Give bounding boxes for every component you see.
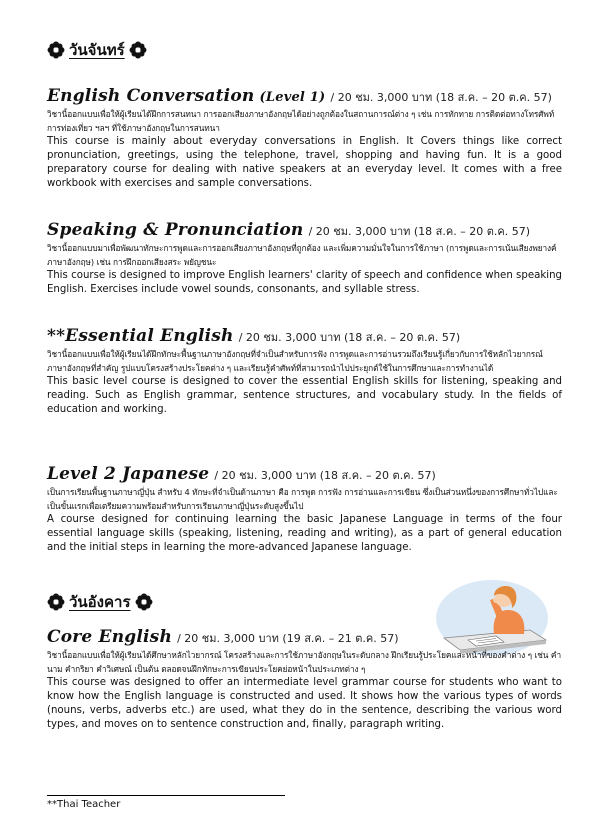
course-info: / 20 ชม. 3,000 บาท (19 ส.ค. – 21 ต.ค. 57) <box>177 632 399 645</box>
course-thai-description: วิชานี้ออกแบบมาเพื่อพัฒนาทักษะการพูดและการออกเสียงภาษาอังกฤษที่ถูกต้อง และเพิ่มความมั่นใจในการใช้ภาษา (การพูดและการเน้นเสียงพยางค์ภาษาอังกฤษ) เช่น การฝึกออกเสียงสระ พยัญชนะ <box>47 243 557 267</box>
course-info: / 20 ชม. 3,000 บาท (18 ส.ค. – 20 ต.ค. 57) <box>330 91 552 104</box>
course-info: / 20 ชม. 3,000 บาท (18 ส.ค. – 20 ต.ค. 57) <box>238 331 461 344</box>
course-title: **Essential English <box>47 326 234 346</box>
course-essential-english <box>47 326 562 417</box>
flower-icon <box>135 593 153 611</box>
course-level: (Level 1) <box>259 90 326 105</box>
flower-icon <box>47 41 65 59</box>
course-title: Core English <box>47 627 173 647</box>
course-thai-description: เป็นการเรียนพื้นฐานภาษาญี่ปุ่น สำหรับ 4 ทักษะที่จำเป็นด้านภาษา คือ การพูด การฟัง การอ่านและการเขียน ซึ่งเป็นส่วนหนึ่งของการศึกษาทั่วไปและเป็นขั้นแรกเพื่อเตรียมความพร้อมสำหรับการเรียนภาษาญี่ปุ่นระดับสูงขึ้นไป <box>47 487 558 511</box>
course-thai-description: วิชานี้ออกแบบเพื่อให้ผู้เรียนได้ศึกษาหลักไวยากรณ์ โครงสร้างและการใช้ภาษาอังกฤษในระดับกลาง ฝึกเรียนรู้ประโยคและหน้าที่ของคำต่าง ๆ เช่น คำนาม คำกริยา คำวิเศษณ์ เป็นต้น ตลอดจนฝึกทักษะการเขียนประโยคย่อหน้าในประเภทต่าง ๆ <box>47 650 562 674</box>
flower-icon <box>47 593 65 611</box>
monday-label: วันจันทร์ <box>69 41 125 59</box>
footnote-divider <box>47 795 285 796</box>
course-thai-description: วิชานี้ออกแบบเพื่อให้ผู้เรียนได้ฝึกทักษะพื้นฐานภาษาอังกฤษที่จำเป็นสำหรับการฟัง การพูดและการอ่านรวมถึงเรียนรู้เกี่ยวกับการใช้หลักไวยากรณ์ภาษาอังกฤษที่สำคัญ รูปแบบโครงสร้างประโยคต่าง ๆ และเรียนรู้คำศัพท์ที่สามารถนำไปประยุกต์ใช้ในการศึกษาและการทำงานได้ <box>47 349 543 373</box>
course-english-description: This course is designed to improve English learners' clarity of speech and confidence when speaking English. Exercises include vowel sounds, consonants, and syllable stress. <box>47 270 562 295</box>
course-info: / 20 ชม. 3,000 บาท (18 ส.ค. – 20 ต.ค. 57) <box>214 469 436 482</box>
course-title-line <box>47 627 562 649</box>
course-title: Level 2 Japanese <box>47 464 210 484</box>
course-title-line <box>47 464 562 486</box>
course-core-english <box>47 627 562 731</box>
course-english-description: A course designed for continuing learning the basic Japanese Language in terms of the four essential language skills (speaking, listening, reading and writing), as a part of general education and the initial steps in learning the more-advanced Japanese language. <box>47 514 562 553</box>
course-english-description: This basic level course is designed to cover the essential English skills for listening, speaking and reading. Such as English grammar, sentence structures, and vocabulary study. In the fields of education and working. <box>47 376 562 415</box>
tuesday-label: วันอังคาร <box>69 593 131 611</box>
course-english-conversation <box>47 86 562 190</box>
course-title: Speaking & Pronunciation <box>47 220 304 240</box>
tuesday-heading <box>47 590 153 614</box>
course-speaking-pronunciation <box>47 220 562 297</box>
course-title-line <box>47 86 562 108</box>
course-english-description: This course was designed to offer an intermediate level grammar course for students who want to know how the English language is constructed and used. It shows how the various types of words (nouns, verbs, adverbs etc.) are used, what they do in the sentence, describing the various word types, and moves on to sentence construction and, finally, paragraph writing. <box>47 677 562 730</box>
flower-icon <box>129 41 147 59</box>
course-title: English Conversation <box>47 86 255 106</box>
course-title-line <box>47 326 562 348</box>
footnote: **Thai Teacher <box>47 799 121 810</box>
course-title-line <box>47 220 562 242</box>
course-level2-japanese <box>47 464 562 555</box>
course-info: / 20 ชม. 3,000 บาท (18 ส.ค. – 20 ต.ค. 57) <box>308 225 530 238</box>
monday-heading <box>47 38 147 62</box>
course-thai-description: วิชานี้ออกแบบเพื่อให้ผู้เรียนได้ฝึกการสนทนา การออกเสียงภาษาอังกฤษได้อย่างถูกต้องในสถานการณ์ต่าง ๆ เช่น การทักทาย การติดต่อทางโทรศัพท์ การท่องเที่ยว ฯลฯ ที่ใช้ภาษาอังกฤษในการสนทนา <box>47 109 555 133</box>
course-english-description: This course is mainly about everyday conversations in English. It Covers things like correct pronunciation, greetings, using the telephone, travel, shopping and having fun. It is a good preparatory course for dealing with native speakers at an everyday level. It comes with a free workbook with exercises and sample conversations. <box>47 136 562 189</box>
